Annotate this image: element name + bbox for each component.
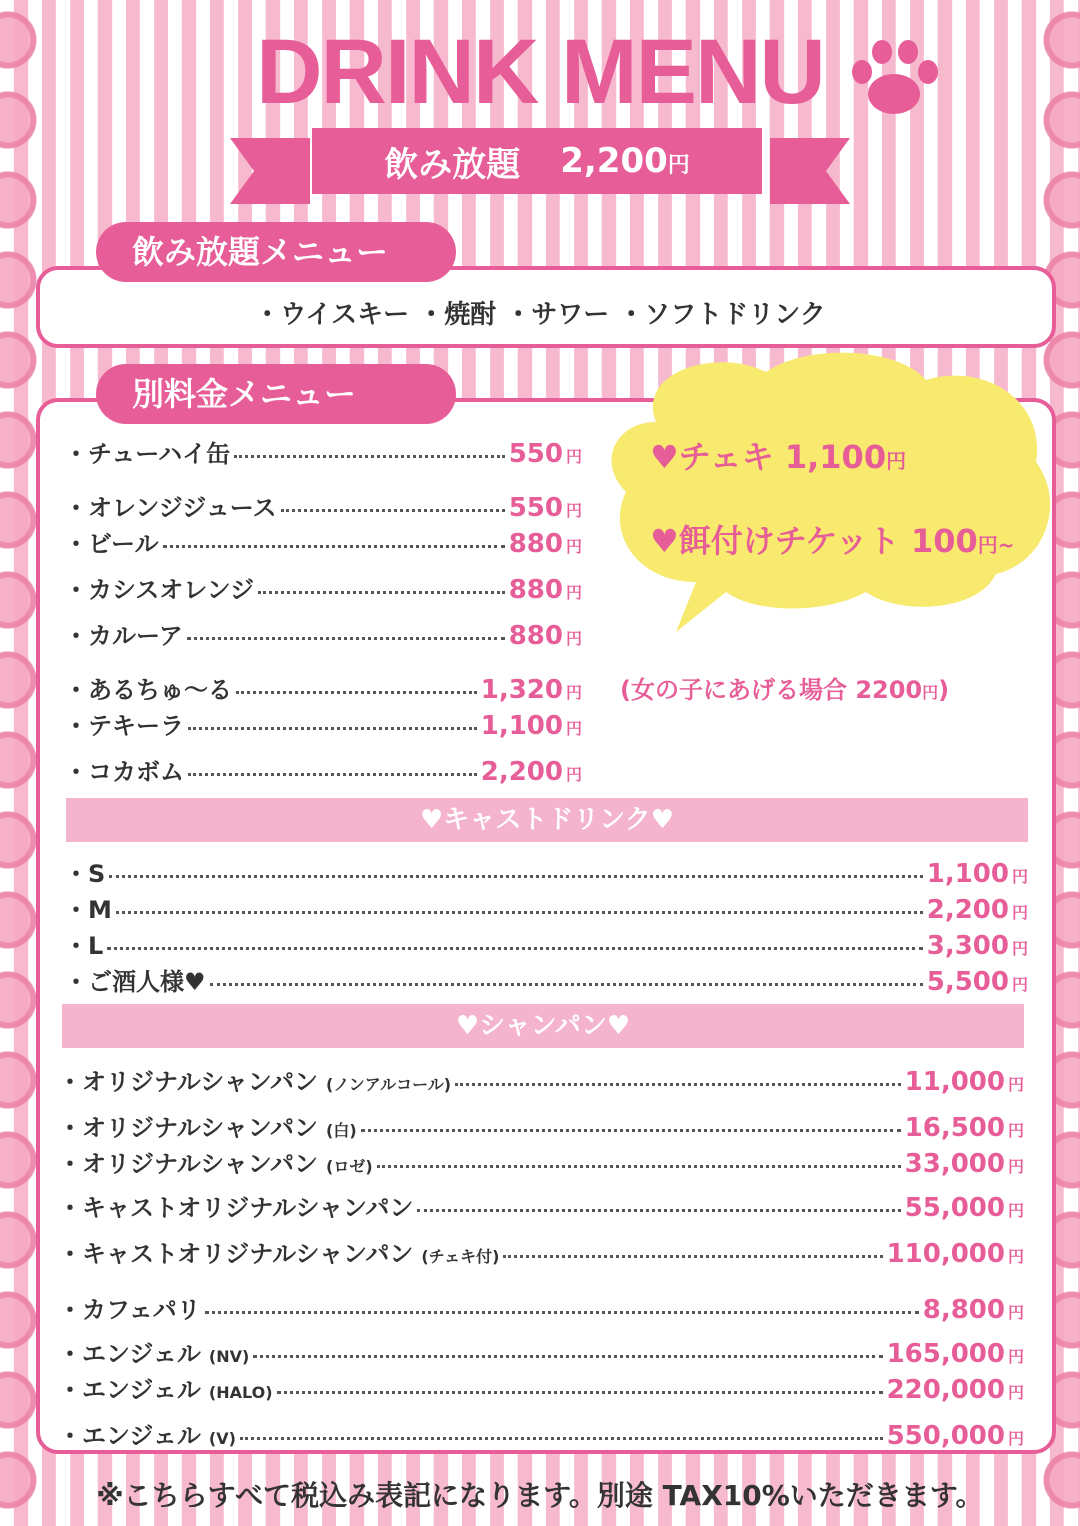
page-title: DRINK MENU xyxy=(256,21,824,123)
leader-dots xyxy=(240,1437,883,1440)
paw-icon xyxy=(848,38,940,118)
item-name: ・S xyxy=(64,860,106,888)
menu-row xyxy=(58,1234,1024,1269)
menu-row xyxy=(58,1188,1024,1223)
item-price: 110,000 円 xyxy=(886,1239,1024,1269)
item-name: ・エンジェル (NV) xyxy=(58,1340,250,1368)
tax-footer: ※こちらすべて税込み表記になります。別途 TAX10%いただきます。 xyxy=(96,1479,984,1512)
leader-dots xyxy=(417,1209,900,1212)
menu-row xyxy=(64,962,1028,997)
leader-dots xyxy=(361,1129,901,1132)
all-you-can-drink-banner xyxy=(230,128,850,204)
menu-row xyxy=(58,1108,1024,1143)
leader-dots xyxy=(503,1255,882,1258)
gift-note: (女の子にあげる場合 2200円) xyxy=(620,676,950,704)
cheki-label: ♥チェキ 1,100円 xyxy=(650,438,907,476)
menu-row xyxy=(58,1370,1024,1405)
cast-drink-header: ♥キャストドリンク♥ xyxy=(66,798,1028,842)
menu-row xyxy=(64,890,1028,925)
leader-dots xyxy=(107,947,922,950)
menu-row xyxy=(58,1144,1024,1179)
free-menu-header: 飲み放題メニュー xyxy=(96,222,456,282)
leader-dots xyxy=(188,727,477,730)
item-name: ・チューハイ缶 xyxy=(64,440,231,468)
item-price: 8,800 円 xyxy=(922,1295,1024,1325)
menu-row xyxy=(64,524,582,559)
item-name: ・オリジナルシャンパン (白) xyxy=(58,1114,357,1142)
menu-row xyxy=(64,570,582,605)
item-price: 3,300 円 xyxy=(926,931,1028,961)
item-price: 2,200 円 xyxy=(480,757,582,787)
menu-row xyxy=(64,434,582,469)
item-name: ・カフェパリ xyxy=(58,1296,201,1324)
menu-row xyxy=(64,752,582,787)
menu-row xyxy=(64,616,582,651)
item-price: 55,000 円 xyxy=(904,1193,1024,1223)
item-name: ・テキーラ xyxy=(64,712,184,740)
item-price: 5,500 円 xyxy=(926,967,1028,997)
item-price: 880 円 xyxy=(508,529,582,559)
item-price: 1,320 円 xyxy=(480,675,582,705)
menu-row xyxy=(64,854,1028,889)
item-price: 33,000 円 xyxy=(904,1149,1024,1179)
item-name: ・エンジェル (HALO) xyxy=(58,1376,273,1404)
leader-dots xyxy=(258,591,505,594)
item-name: ・M xyxy=(64,896,112,924)
leader-dots xyxy=(116,911,923,914)
menu-row xyxy=(58,1416,1024,1451)
menu-row xyxy=(58,1290,1024,1325)
item-price: 550 円 xyxy=(508,493,582,523)
item-price: 220,000 円 xyxy=(886,1375,1024,1405)
item-name: ・あるちゅ〜る xyxy=(64,676,232,704)
leader-dots xyxy=(455,1083,901,1086)
item-name: ・エンジェル (V) xyxy=(58,1422,236,1450)
leader-dots xyxy=(163,545,505,548)
item-name: ・ご酒人様♥ xyxy=(64,968,206,996)
item-name: ・キャストオリジナルシャンパン (チェキ付) xyxy=(58,1240,500,1268)
leader-dots xyxy=(234,455,505,458)
item-name: ・L xyxy=(64,932,104,960)
leader-dots xyxy=(188,773,477,776)
extra-menu-header: 別料金メニュー xyxy=(96,364,456,424)
menu-row xyxy=(64,926,1028,961)
menu-row xyxy=(64,670,582,705)
menu-row xyxy=(64,488,582,523)
item-price: 11,000 円 xyxy=(904,1067,1024,1097)
item-price: 880 円 xyxy=(508,575,582,605)
leader-dots xyxy=(205,1311,919,1314)
item-price: 2,200 円 xyxy=(926,895,1028,925)
item-name: ・カシスオレンジ xyxy=(64,576,255,604)
item-name: ・キャストオリジナルシャンパン xyxy=(58,1194,414,1222)
leader-dots xyxy=(236,691,477,694)
item-price: 165,000 円 xyxy=(886,1339,1024,1369)
menu-row xyxy=(58,1334,1024,1369)
leader-dots xyxy=(377,1165,901,1168)
leader-dots xyxy=(109,875,922,878)
banner-price: 2,200円 xyxy=(560,141,690,181)
item-price: 16,500 円 xyxy=(904,1113,1024,1143)
item-price: 1,100 円 xyxy=(480,711,582,741)
feed-ticket-label: ♥餌付けチケット 100円~ xyxy=(650,522,1015,560)
item-name: ・カルーア xyxy=(64,622,183,650)
menu-row xyxy=(64,706,582,741)
item-name: ・オリジナルシャンパン (ノンアルコール) xyxy=(58,1068,452,1096)
item-price: 550 円 xyxy=(508,439,582,469)
leader-dots xyxy=(277,1391,883,1394)
leader-dots xyxy=(281,509,505,512)
leader-dots xyxy=(210,983,923,986)
item-name: ・ビール xyxy=(64,530,159,558)
champagne-header: ♥シャンパン♥ xyxy=(62,1004,1024,1048)
item-price: 880 円 xyxy=(508,621,582,651)
banner-label: 飲み放題 xyxy=(384,144,521,185)
lace-border-left xyxy=(0,0,38,1526)
item-name: ・コカボム xyxy=(64,758,184,786)
free-menu-items: ・ウイスキー ・焼酎 ・サワー ・ソフトドリンク xyxy=(254,300,826,330)
leader-dots xyxy=(253,1355,882,1358)
item-price: 550,000 円 xyxy=(886,1421,1024,1451)
item-name: ・オレンジジュース xyxy=(64,494,277,522)
menu-row xyxy=(58,1062,1024,1097)
item-name: ・オリジナルシャンパン (ロゼ) xyxy=(58,1150,373,1178)
speech-bubble xyxy=(596,352,1056,634)
item-price: 1,100 円 xyxy=(926,859,1028,889)
leader-dots xyxy=(187,637,505,640)
